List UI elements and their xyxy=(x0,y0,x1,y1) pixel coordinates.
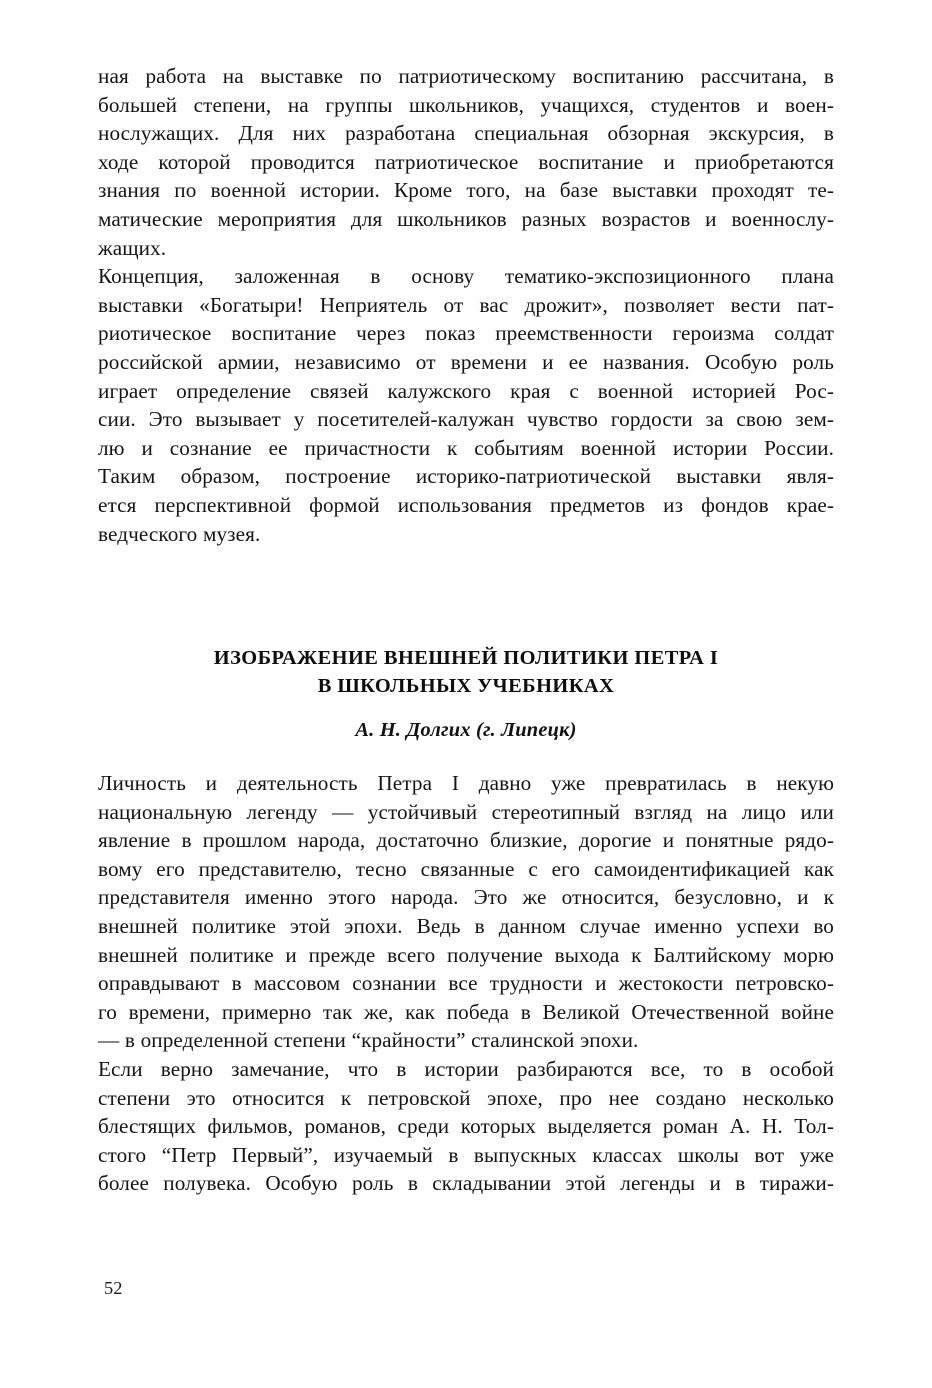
text-line: более полувека. Особую роль в складывании этой легенды и в тиражи- xyxy=(98,1171,834,1196)
text-line: лю и сознание ее причастности к событиям военной истории России. xyxy=(98,435,834,460)
text-line: ходе которой проводится патриотическое воспитание и приобретаются xyxy=(98,149,834,174)
text-line: вому его представителю, тесно связанные с его самоидентификацией как xyxy=(98,856,834,881)
paragraph-personality-legend xyxy=(98,769,834,1055)
text-line: — в определенной степени “крайности” сталинской эпохи. xyxy=(98,1028,639,1053)
text-line: Таким образом, построение историко-патриотической выставки явля- xyxy=(98,464,834,489)
article-title-line-1: ИЗОБРАЖЕНИЕ ВНЕШНЕЙ ПОЛИТИКИ ПЕТРА I xyxy=(213,647,719,670)
article-title-line-2: В ШКОЛЬНЫХ УЧЕБНИКАХ xyxy=(317,675,615,698)
text-line: нослужащих. Для них разработана специальная обзорная экскурсия, в xyxy=(98,121,834,146)
text-line: ведческого музея. xyxy=(98,521,261,546)
text-line: российской армии, независимо от времени и ее названия. Особую роль xyxy=(98,349,834,374)
text-line: внешней политике этой эпохи. Ведь в данном случае именно успехи во xyxy=(98,914,834,939)
text-line: ется перспективной формой использования предметов из фондов крае- xyxy=(98,492,834,517)
page-number: 52 xyxy=(104,1278,123,1298)
paragraph-concept xyxy=(98,262,834,548)
text-line: степени это относится к петровской эпохе, про нее создано несколько xyxy=(98,1085,834,1110)
text-line: внешней политике и прежде всего получение выхода к Балтийскому морю xyxy=(98,942,834,967)
text-line: Личность и деятельность Петра I давно уже превратилась в некую xyxy=(98,771,834,796)
text-line: большей степени, на группы школьников, учащихся, студентов и воен- xyxy=(98,92,834,117)
article-author: А. Н. Долгих (г. Липецк) xyxy=(355,719,577,742)
text-line: сии. Это вызывает у посетителей-калужан чувство гордости за свою зем- xyxy=(98,407,834,432)
text-line: Если верно замечание, что в истории разбираются все, то в особой xyxy=(98,1057,834,1082)
paragraph-exhibition-work xyxy=(98,62,834,262)
article-body xyxy=(98,769,834,1198)
paragraph-petrine-era-films xyxy=(98,1055,834,1198)
text-line: выставки «Богатыри! Неприятель от вас дрожит», позволяет вести пат- xyxy=(98,292,834,317)
text-line: явление в прошлом народа, достаточно близкие, дорогие и понятные рядо- xyxy=(98,828,834,853)
text-line: блестящих фильмов, романов, среди которых выделяется роман А. Н. Тол- xyxy=(98,1114,834,1139)
text-line: ная работа на выставке по патриотическому воспитанию рассчитана, в xyxy=(98,64,834,88)
text-line: го времени, примерно так же, как победа в Великой Отечественной войне xyxy=(98,999,834,1024)
text-line: жащих. xyxy=(98,235,167,260)
text-line: национальную легенду — устойчивый стереотипный взгляд на лицо или xyxy=(98,799,834,824)
text-line: знания по военной истории. Кроме того, на базе выставки проходят те- xyxy=(98,178,834,203)
text-column xyxy=(98,62,834,1198)
text-line: риотическое воспитание через показ преемственности героизма солдат xyxy=(98,321,834,346)
text-line: стого “Петр Первый”, изучаемый в выпускных классах школы вот уже xyxy=(98,1142,834,1167)
text-line: матические мероприятия для школьников разных возрастов и военнослу- xyxy=(98,206,834,231)
article-heading xyxy=(98,644,834,743)
text-line: оправдывают в массовом сознании все трудности и жестокости петровско- xyxy=(98,971,834,996)
text-line: играет определение связей калужского края с военной историей Рос- xyxy=(98,378,834,403)
text-line: представителя именно этого народа. Это же относится, безусловно, и к xyxy=(98,885,834,910)
text-line: Концепция, заложенная в основу тематико-экспозиционного плана xyxy=(98,264,834,289)
